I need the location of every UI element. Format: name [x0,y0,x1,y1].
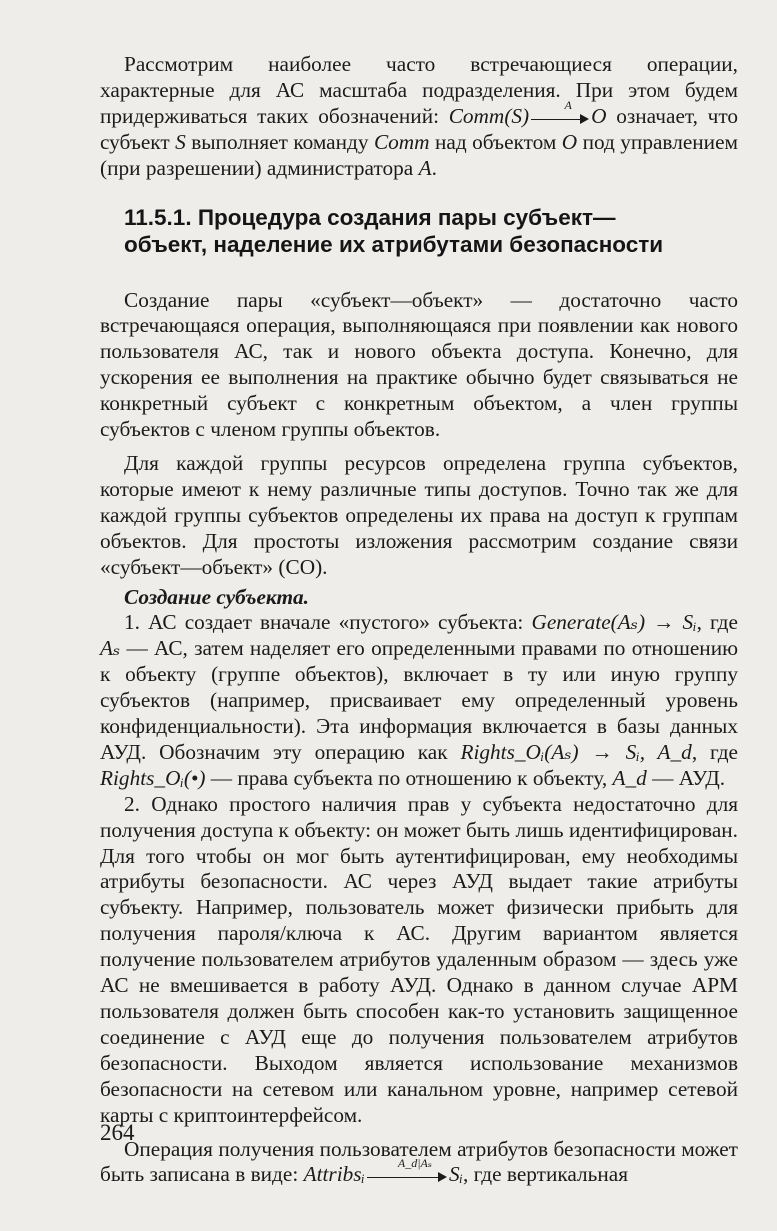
formula: A_d [612,765,647,790]
formula: S [175,129,186,154]
text: Рассмотрим наиболее часто встречающиеся операции, характерные для АС масштаба подразделения. При этом будем придерживаться таких обозначений: [100,52,738,128]
formula: Comm(S) [448,103,530,128]
arrow-icon [367,1156,447,1183]
section-heading [124,204,738,258]
heading-line: объект, наделение их атрибутами безопасности [124,231,664,257]
formula: Rights_Oᵢ(Aₛ) → Sᵢ, A_d [460,739,692,764]
paragraph: Для каждой группы ресурсов определена группа субъектов, которые имеют к нему различные типы доступов. Точно так же для каждой группы субъектов определены их права на доступ к группам объектов. Для простоты изложения рассмотрим создание связи «субъект—объект» (СО). [100,450,738,579]
formula: A [418,155,432,180]
text: 1. АС создает вначале «пустого» субъекта: [124,610,532,635]
run-in-heading [100,585,738,611]
formula: O [561,129,578,154]
heading-line: 11.5.1. Процедура создания пары субъект— [124,204,616,230]
paragraph: Создание пары «субъект—объект» — достаточно часто встречающаяся операция, выполняющаяся при появлении как нового пользователя АС, так и нового объекта доступа. Конечно, для ускорения ее выполнения на практике обычно будет связываться не конкретный субъект с конкретным объектом, а член группы субъектов с членом группы объектов. [100,287,738,442]
text: — права субъекта по отношению к объекту, [205,765,613,790]
text: над объектом [429,129,562,154]
arrow-label: A [564,97,572,112]
paragraph-last [100,1137,738,1189]
formula: Sᵢ [448,1162,463,1187]
text: Операция получения пользователем атрибутов безопасности может быть записана в виде: [100,1136,738,1187]
list-item: 2. Однако простого наличия прав у субъекта недостаточно для получения доступа к объекту: он может быть лишь идентифицирован. Для того чтобы он мог быть аутентифицирован, ему необходимы атрибуты безопасности. АС через АУД выдает такие атрибуты субъекту. Например, пользователь может физически прибыть для получения пароля/ключа к АС. Другим вариантом является получение пользователем атрибутов удаленным образом — здесь уже АС не вмешивается в работу АУД. Однако в данном случае АРМ пользователя должен быть способен как-то установить защищенное соединение с АУД еще до получения пользователем атрибутов безопасности. Выходом является использование механизмов безопасности на сетевом или канальном уровне, например сетевой карты с криптоинтерфейсом. [100,791,738,1127]
text: . [431,155,437,180]
text: — АС, затем наделяет его определенными правами по отношению к объекту (группе объектов), включает в ту или иную группу субъектов (например, присваивает ему определенный уровень конфиденциальности). Эта информация включается в базы данных АУД. Обозначим эту операцию как [100,636,738,764]
formula: Attribsᵢ [303,1162,365,1187]
text: , где [696,610,738,635]
formula: Generate(Aₛ) → Sᵢ [531,610,697,635]
formula: O [591,103,607,128]
paragraph-intro [100,52,738,182]
arrow-label: A_d|Aₛ [397,1156,432,1171]
text: — АУД. [646,765,726,790]
text: , где вертикальная [462,1162,629,1187]
text: выполняет команду [185,129,374,154]
page-number: 264 [100,1120,135,1145]
formula: Rights_Oᵢ(•) [100,765,206,790]
list-item [100,610,738,791]
text: означает, что субъект [100,103,738,154]
text: , где [691,739,738,764]
subheading: Создание субъекта. [124,584,309,609]
arrow-icon [531,97,589,125]
formula: Aₛ [100,636,121,661]
page-content [100,52,738,1188]
text: под управлением (при разрешении) администратора [100,129,738,180]
formula: Comm [373,129,430,154]
